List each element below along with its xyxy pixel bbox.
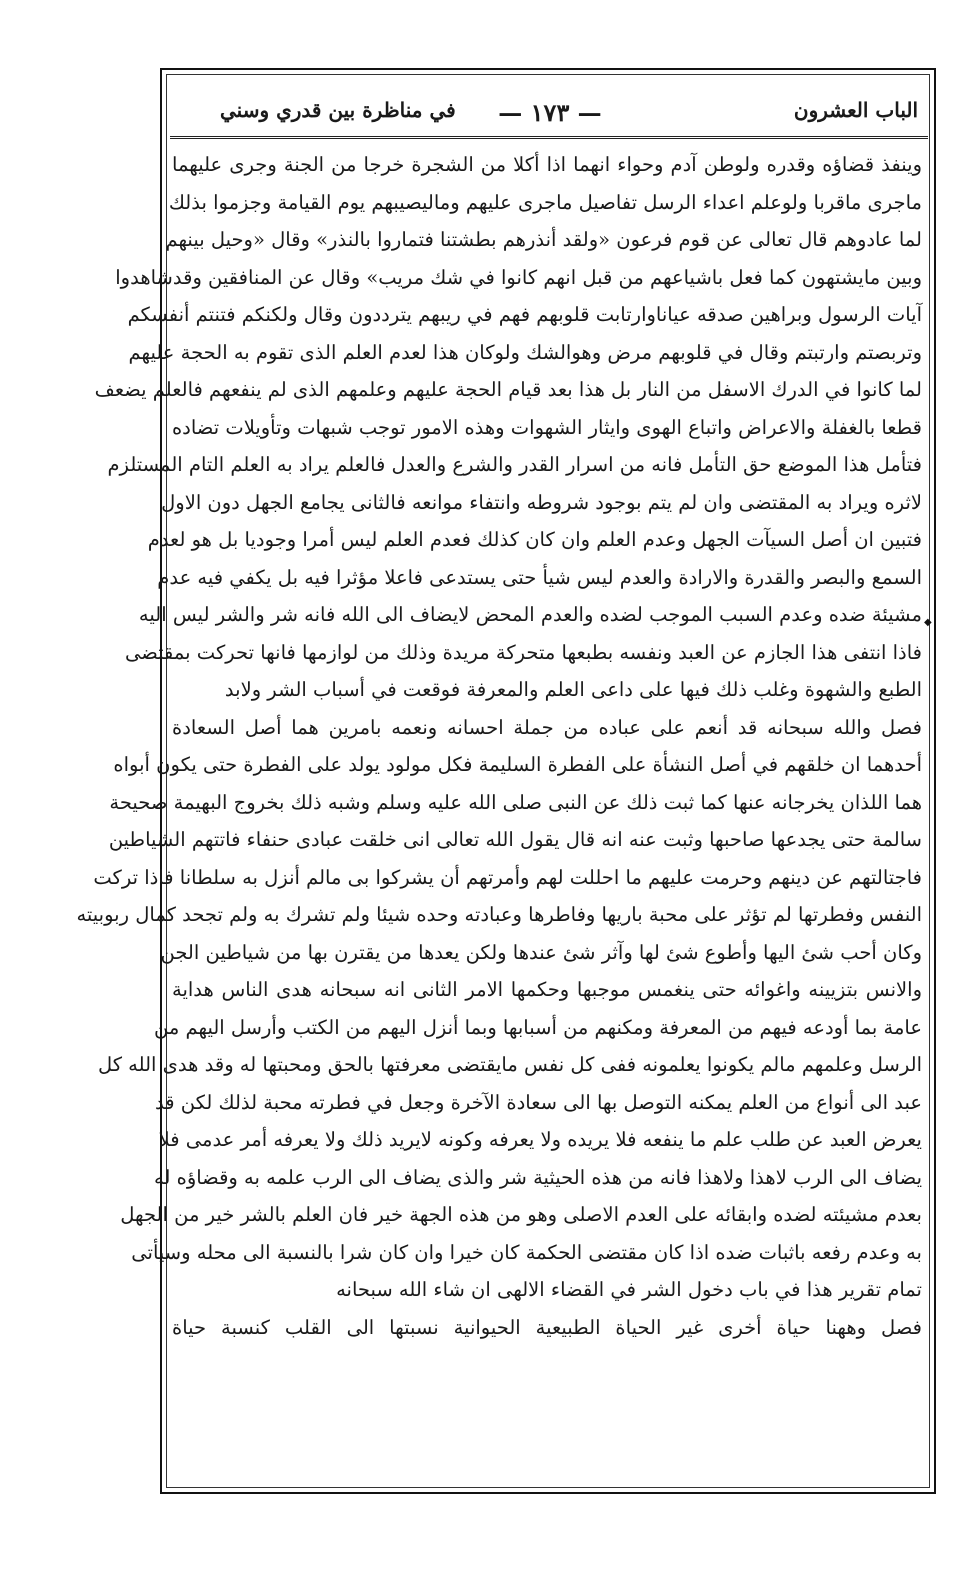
text-line: وبين مايشتهون كما فعل باشياعهم من قبل انهم كانوا في شك مريب» وقال عن المنافقين وقدشاهدوا [115,265,922,289]
text-line: سالمة حتى يجدعها صاحبها وثبت عنه انه قال يقول الله تعالى انى خلقت عبادى حنفاء فاتتهم الشياطين [108,828,922,851]
page-number: — ١٧٣ — [498,98,602,127]
text-line: فاذا انتفى هذا الجازم عن العبد ونفسه بطبعها متحركة مريدة وذلك من لوازمها فانها تحركت بمقتضى [125,640,922,664]
header-rule [170,136,928,139]
text-line: ماجرى ماقربا ولوعلم اعداء الرسل تفاصيل ماجرى عليهم وماليصيبهم يوم القيامة وجزموا بذلك [168,190,922,214]
text-line: الرسل وعلمهم مالم يكونوا يعلمونه ففى كل نفس مايقتضى معرفتها بالحق ومحبتها له وقد هدى الله كل [97,1053,922,1076]
text-line: به وعدم رفعه باثبات ضده اذا كان مقتضى الحكمة كان خيرا وان كان شرا بالنسبة الى محله وسيأتى [131,1240,922,1264]
text-line: وكان أحب شئ اليها وأطوع شئ لها وآثر شئ عندها ولكن يعدها من يقترن بها من شياطين الجن [160,940,922,964]
text-line: السمع والبصر والقدرة والارادة والعدم ليس شيأ حتى يستدعى فاعلا مؤثرا فيه بل يكفي فيه عدم [157,565,922,589]
text-line: فتبين ان أصل السيآت الجهل وعدم العلم وان كان كذلك فعدم العلم ليس أمرا وجوديا بل هو لعدم [147,528,922,551]
text-line: الطبع والشهوة وغلب ذلك فيها على داعى العلم والمعرفة فوقعت في أسباب الشر ولابد [224,678,922,701]
text-line: آيات الرسول وبراهين صدقه عياناوارتابت قلوبهم فهم في ريبهم يترددون وقال ولكنكم فتنتم أنفسكم [127,303,922,326]
text-line: فاجتالتهم عن دينهم وحرمت عليهم ما احللت لهم وأمرتهم أن يشركوا بى مالم أنزل به سلطانا فاذا تركت [93,865,922,889]
chapter-title: الباب العشرون [793,98,918,122]
body-text [76,146,922,1346]
text-line: لما عادوهم قال تعالى عن قوم فرعون «ولقد أنذرهم بطشتنا فتماروا بالنذر» وقال «وحيل بينهم [165,228,922,251]
running-head [170,92,930,136]
text-line: وينفذ قضاؤه وقدره ولوطن آدم وحواء انهما اذا أكلا من الشجرة خرجا من الجنة وجرى عليهما [172,153,922,176]
text-line: هما اللذان يخرجانه عنها كما ثبت ذلك عن النبى صلى الله عليه وسلم وشبه ذلك بخروج البهيمة صحيحة [109,790,922,814]
text-line: يعرض العبد عن طلب علم ما ينفعه فلا يريده ولا يعرفه وكونه لايريد ذلك ولا يعرفه أمر عدمى فلا [158,1128,922,1151]
text-line: لما كانوا في الدرك الاسفل من النار بل هذا بعد قيام الحجة عليهم وعلمهم الذى لم ينفعهم فالعلم يضعف [94,378,922,401]
text-line: أحدهما ان خلقهم في أصل النشأة على الفطرة السليمة فكل مولود يولد على الفطرة حتى يكون أبواه [113,753,922,776]
text-line: والانس بتزيينه واغوائه حتى ينغمس موجبها وحكمها الامر الثانى انه سبحانه هدى الناس هداية [172,978,922,1001]
margin-mark-icon: ◆ [924,617,932,628]
text-line: بعدم مشيئته لضده وابقائه على العدم الاصلى وهو من هذه الجهة خير فان العلم بالشر خير من الجهل [120,1203,922,1226]
text-line: وتربصتم وارتبتم وقال في قلوبهم مرض وهوالشك ولوكان هذا لعدم العلم الذى تقوم به الحجة عليهم [128,340,922,364]
text-line: النفس وفطرتها لم تؤثر على محبة باريها وفاطرها وعبادته وحده شيئا ولم تشرك به ولم تجحد كمال ربوبيته [76,903,922,926]
text-line: يضاف الى الرب لاهذا ولاهذا فانه من هذه الحيثية شر والذى يضاف الى الرب علمه به وقضاؤه له [154,1165,922,1189]
text-line: لاثره ويراد به المقتضى وان لم يتم بوجود شروطه وانتفاء موانعه فالثانى يجامع الجهل دون الاول [161,490,922,514]
text-line: عبد الى أنواع من العلم يمكنه التوصل بها الى سعادة الآخرة وجعل في فطرته محبة لذلك لكن قد [155,1090,922,1114]
text-line: مشيئة ضده وعدم السبب الموجب لضده والعدم المحض لايضاف الى الله فانه شر والشر ليس اليه [138,603,922,626]
text-line: فتأمل هذا الموضع حق التأمل فانه من اسرار القدر والشرع والعدل فالعلم يراد به العلم التام المستلزم [107,453,922,476]
section-topic: في مناظرة بين قدري وسني [220,98,456,122]
text-line: تمام تقرير هذا في باب دخول الشر في القضاء الالهى ان شاء الله سبحانه [336,1278,922,1301]
text-line: فصل والله سبحانه قد أنعم على عباده من جملة احسانه ونعمه بامرين هما أصل السعادة [172,715,922,739]
text-line: عامة بما أودعه فيهم من المعرفة ومكنهم من أسبابها وبما أنزل اليهم من الكتب وأرسل اليهم من [154,1015,922,1039]
text-line: قطعا بالغفلة والاعراض واتباع الهوى وايثار الشهوات وهذه الامور توجب شبهات وتأويلات تضاده [171,415,922,439]
text-line: فصل وههنا حياة أخرى غير الحياة الطبيعية الحيوانية نسبتها الى القلب كنسبة حياة [172,1315,922,1339]
